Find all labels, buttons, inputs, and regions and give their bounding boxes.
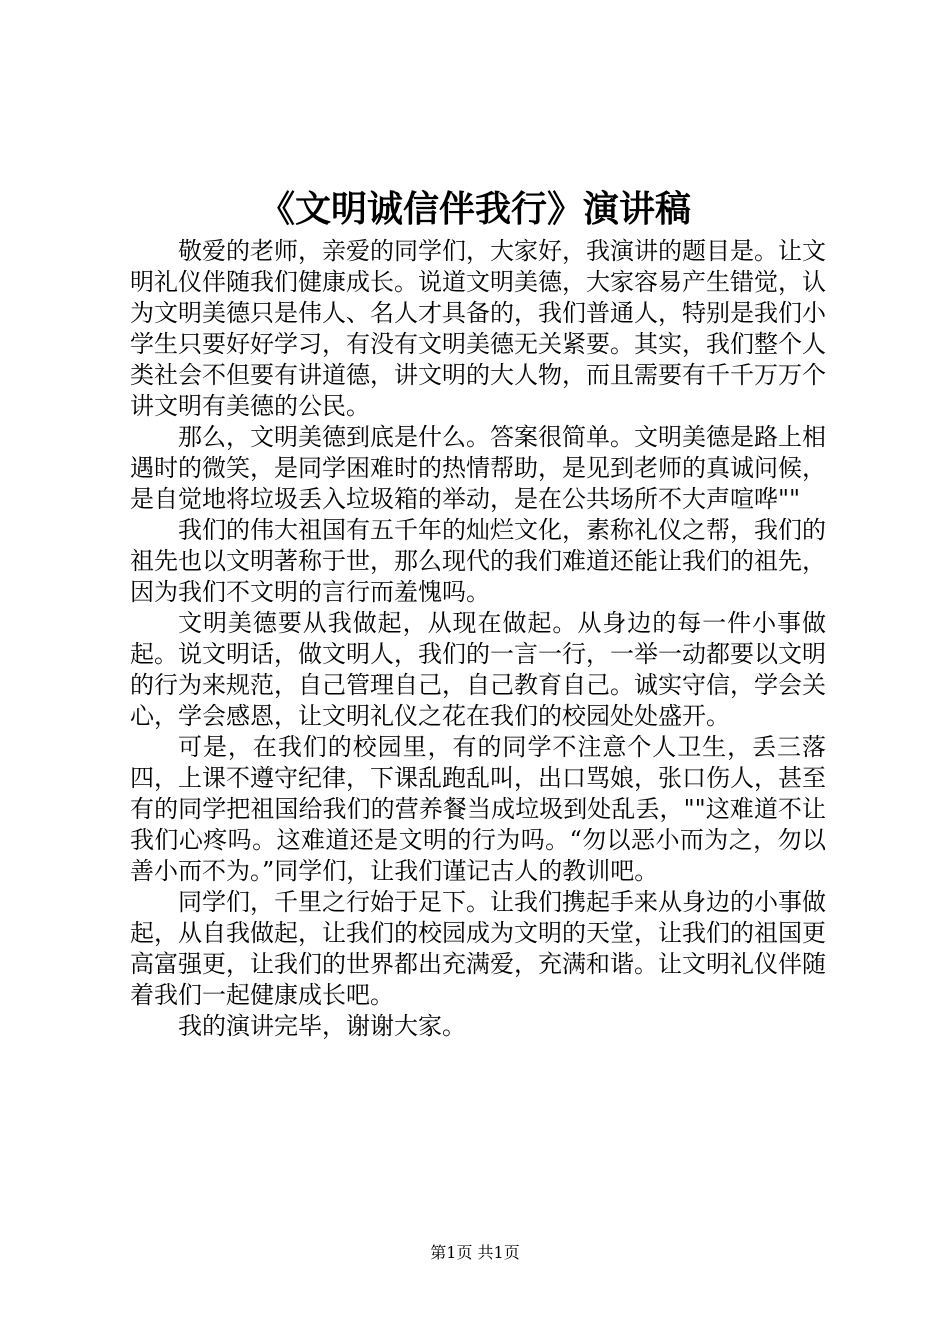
paragraph-4: 文明美德要从我做起，从现在做起。从身边的每一件小事做起。说文明话，做文明人，我们的一言一行，一举一动都要以文明的行为来规范，自己管理自己，自己教育自己。诚实守信，学会关心，学会感恩，让文明礼仪之花在我们的校园处处盛开。 <box>130 609 826 730</box>
paragraph-2: 那么，文明美德到底是什么。答案很简单。文明美德是路上相遇时的微笑，是同学困难时的热情帮助，是见到老师的真诚问候，是自觉地将垃圾丢入垃圾箱的举动，是在公共场所不大声喧哗"" <box>130 423 826 513</box>
paragraph-6: 同学们，千里之行始于足下。让我们携起手来从身边的小事做起，从自我做起，让我们的校园成为文明的天堂，让我们的祖国更高富强更，让我们的世界都出充满爱，充满和谐。让文明礼仪伴随着我们一起健康成长吧。 <box>130 888 826 1009</box>
document-body <box>130 236 826 1042</box>
paragraph-5: 可是，在我们的校园里，有的同学不注意个人卫生，丢三落四，上课不遵守纪律，下课乱跑乱叫，出口骂娘，张口伤人，甚至有的同学把祖国给我们的营养餐当成垃圾到处乱丢，""这难道不让我们心疼吗。这难道还是文明的行为吗。“勿以恶小而为之，勿以善小而不为。”同学们，让我们谨记古人的教训吧。 <box>130 733 826 885</box>
page-footer: 第1页 共1页 <box>430 1243 520 1262</box>
document-title: 《文明诚信伴我行》演讲稿 <box>258 188 691 230</box>
paragraph-1: 敬爱的老师，亲爱的同学们，大家好，我演讲的题目是。让文明礼仪伴随我们健康成长。说道文明美德，大家容易产生错觉，认为文明美德只是伟人、名人才具备的，我们普通人，特别是我们小学生只要好好学习，有没有文明美德无关紧要。其实，我们整个人类社会不但要有讲道德，讲文明的大人物，而且需要有千千万万个讲文明有美德的公民。 <box>130 237 826 420</box>
paragraph-3: 我们的伟大祖国有五千年的灿烂文化，素称礼仪之帮，我们的祖先也以文明著称于世，那么现代的我们难道还能让我们的祖先，因为我们不文明的言行而羞愧吗。 <box>130 516 826 606</box>
paragraph-7: 我的演讲完毕，谢谢大家。 <box>178 1012 466 1040</box>
